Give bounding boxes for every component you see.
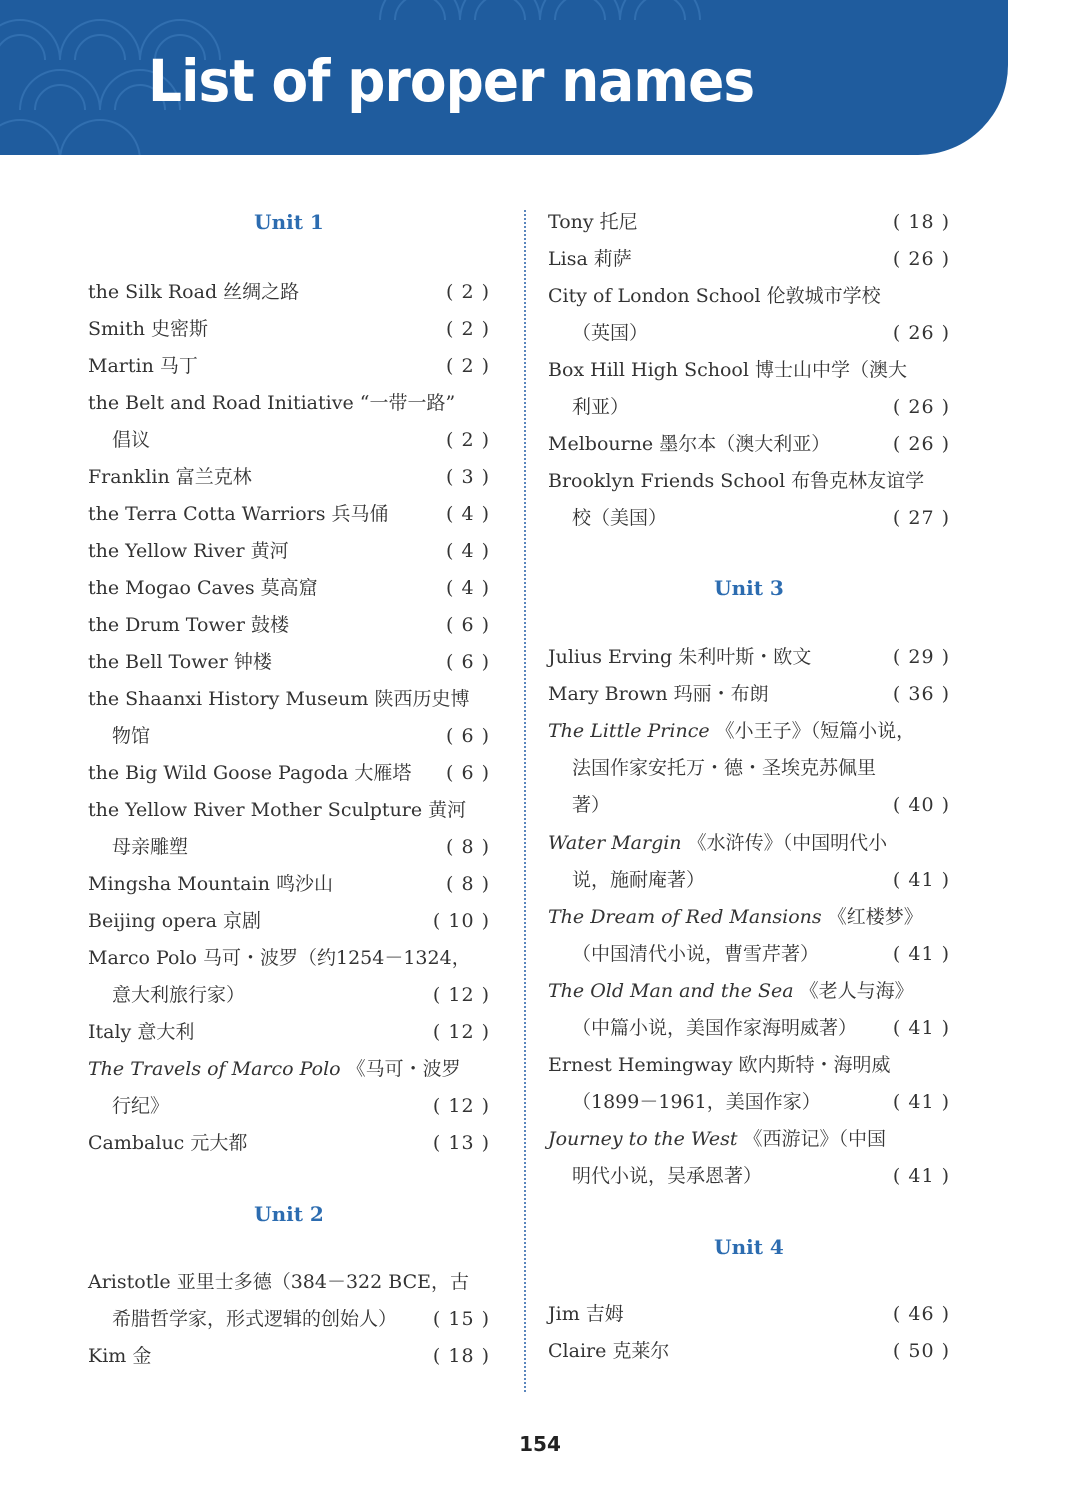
list-item-continuation: （英国） ( 26 ) [572, 322, 950, 344]
list-item: Claire 克莱尔 ( 50 ) [548, 1340, 950, 1362]
list-item: Ernest Hemingway 欧内斯特・海明威 [548, 1054, 891, 1076]
list-item-continuation: 倡议 ( 2 ) [112, 429, 490, 451]
list-item-continuation: 法国作家安托万・德・圣埃克苏佩里 [572, 757, 877, 779]
column-divider [524, 210, 526, 1392]
book-title: Journey to the West [548, 1128, 738, 1150]
list-item: Mingsha Mountain 鸣沙山 ( 8 ) [88, 873, 490, 895]
unit-heading: Unit 2 [254, 1202, 324, 1226]
list-item: Marco Polo 马可・波罗（约1254－1324， [88, 947, 471, 969]
list-item: the Belt and Road Initiative “一带一路” [88, 392, 456, 414]
list-item: the Bell Tower 钟楼 ( 6 ) [88, 651, 490, 673]
page-title: List of proper names [148, 47, 755, 115]
unit-heading: Unit 1 [254, 210, 324, 234]
list-item: the Yellow River Mother Sculpture 黄河 [88, 799, 467, 821]
book-title: The Little Prince [548, 720, 710, 742]
list-item: Melbourne 墨尔本（澳大利亚） ( 26 ) [548, 433, 950, 455]
list-item: the Terra Cotta Warriors 兵马俑 ( 4 ) [88, 503, 490, 525]
list-item: Smith 史密斯 ( 2 ) [88, 318, 490, 340]
list-item-continuation: 利亚） ( 26 ) [572, 396, 950, 418]
book-title: The Old Man and the Sea [548, 980, 794, 1002]
list-item-continuation: 校（美国） ( 27 ) [572, 507, 950, 529]
list-item-continuation: 著） ( 40 ) [572, 794, 950, 816]
list-item-continuation: （中国清代小说，曹雪芹著） ( 41 ) [572, 943, 950, 965]
list-item: the Mogao Caves 莫高窟 ( 4 ) [88, 577, 490, 599]
list-item: Aristotle 亚里士多德（384－322 BCE，古 [88, 1271, 469, 1293]
list-item: Tony 托尼 ( 18 ) [548, 211, 950, 233]
list-item: the Yellow River 黄河 ( 4 ) [88, 540, 490, 562]
list-item: The Travels of Marco Polo 《马可・波罗 [88, 1058, 461, 1080]
list-item: The Dream of Red Mansions 《红楼梦》 [548, 906, 923, 928]
title-banner [0, 0, 1008, 155]
list-item-continuation: 希腊哲学家，形式逻辑的创始人） ( 15 ) [112, 1308, 490, 1330]
list-item: the Shaanxi History Museum 陕西历史博 [88, 688, 470, 710]
list-item: Kim 金 ( 18 ) [88, 1345, 490, 1367]
list-item-continuation: 母亲雕塑 ( 8 ) [112, 836, 490, 858]
list-item: The Little Prince 《小王子》（短篇小说， [548, 720, 916, 742]
list-item: Brooklyn Friends School 布鲁克林友谊学 [548, 470, 925, 492]
list-item: Box Hill High School 博士山中学（澳大 [548, 359, 907, 381]
book-title: The Dream of Red Mansions [548, 906, 822, 928]
list-item: Lisa 莉萨 ( 26 ) [548, 248, 950, 270]
list-item-continuation: （1899－1961，美国作家） ( 41 ) [572, 1091, 950, 1113]
list-item: City of London School 伦敦城市学校 [548, 285, 881, 307]
list-item-continuation: 意大利旅行家） ( 12 ) [112, 984, 490, 1006]
list-item: Cambaluc 元大都 ( 13 ) [88, 1132, 490, 1154]
list-item: Mary Brown 玛丽・布朗 ( 36 ) [548, 683, 950, 705]
list-item-continuation: （中篇小说，美国作家海明威著） ( 41 ) [572, 1017, 950, 1039]
book-title: Water Margin [548, 832, 682, 854]
unit-heading: Unit 3 [714, 576, 784, 600]
list-item-continuation: 明代小说，吴承恩著） ( 41 ) [572, 1165, 950, 1187]
list-item: Julius Erving 朱利叶斯・欧文 ( 29 ) [548, 646, 950, 668]
list-item: Italy 意大利 ( 12 ) [88, 1021, 490, 1043]
page-number: 154 [519, 1432, 561, 1456]
list-item: Jim 吉姆 ( 46 ) [548, 1303, 950, 1325]
list-item: Beijing opera 京剧 ( 10 ) [88, 910, 490, 932]
list-item: Martin 马丁 ( 2 ) [88, 355, 490, 377]
list-item: the Drum Tower 鼓楼 ( 6 ) [88, 614, 490, 636]
unit-heading: Unit 4 [714, 1235, 784, 1259]
list-item: Franklin 富兰克林 ( 3 ) [88, 466, 490, 488]
list-item: the Silk Road 丝绸之路 ( 2 ) [88, 281, 490, 303]
list-item-continuation: 物馆 ( 6 ) [112, 725, 490, 747]
list-item: Journey to the West 《西游记》（中国 [548, 1128, 887, 1150]
book-title: The Travels of Marco Polo [88, 1058, 341, 1080]
list-item: The Old Man and the Sea 《老人与海》 [548, 980, 914, 1002]
list-item: the Big Wild Goose Pagoda 大雁塔 ( 6 ) [88, 762, 490, 784]
list-item: Water Margin 《水浒传》（中国明代小 [548, 832, 888, 854]
list-item-continuation: 说，施耐庵著） ( 41 ) [572, 869, 950, 891]
list-item-continuation: 行纪》 ( 12 ) [112, 1095, 490, 1117]
